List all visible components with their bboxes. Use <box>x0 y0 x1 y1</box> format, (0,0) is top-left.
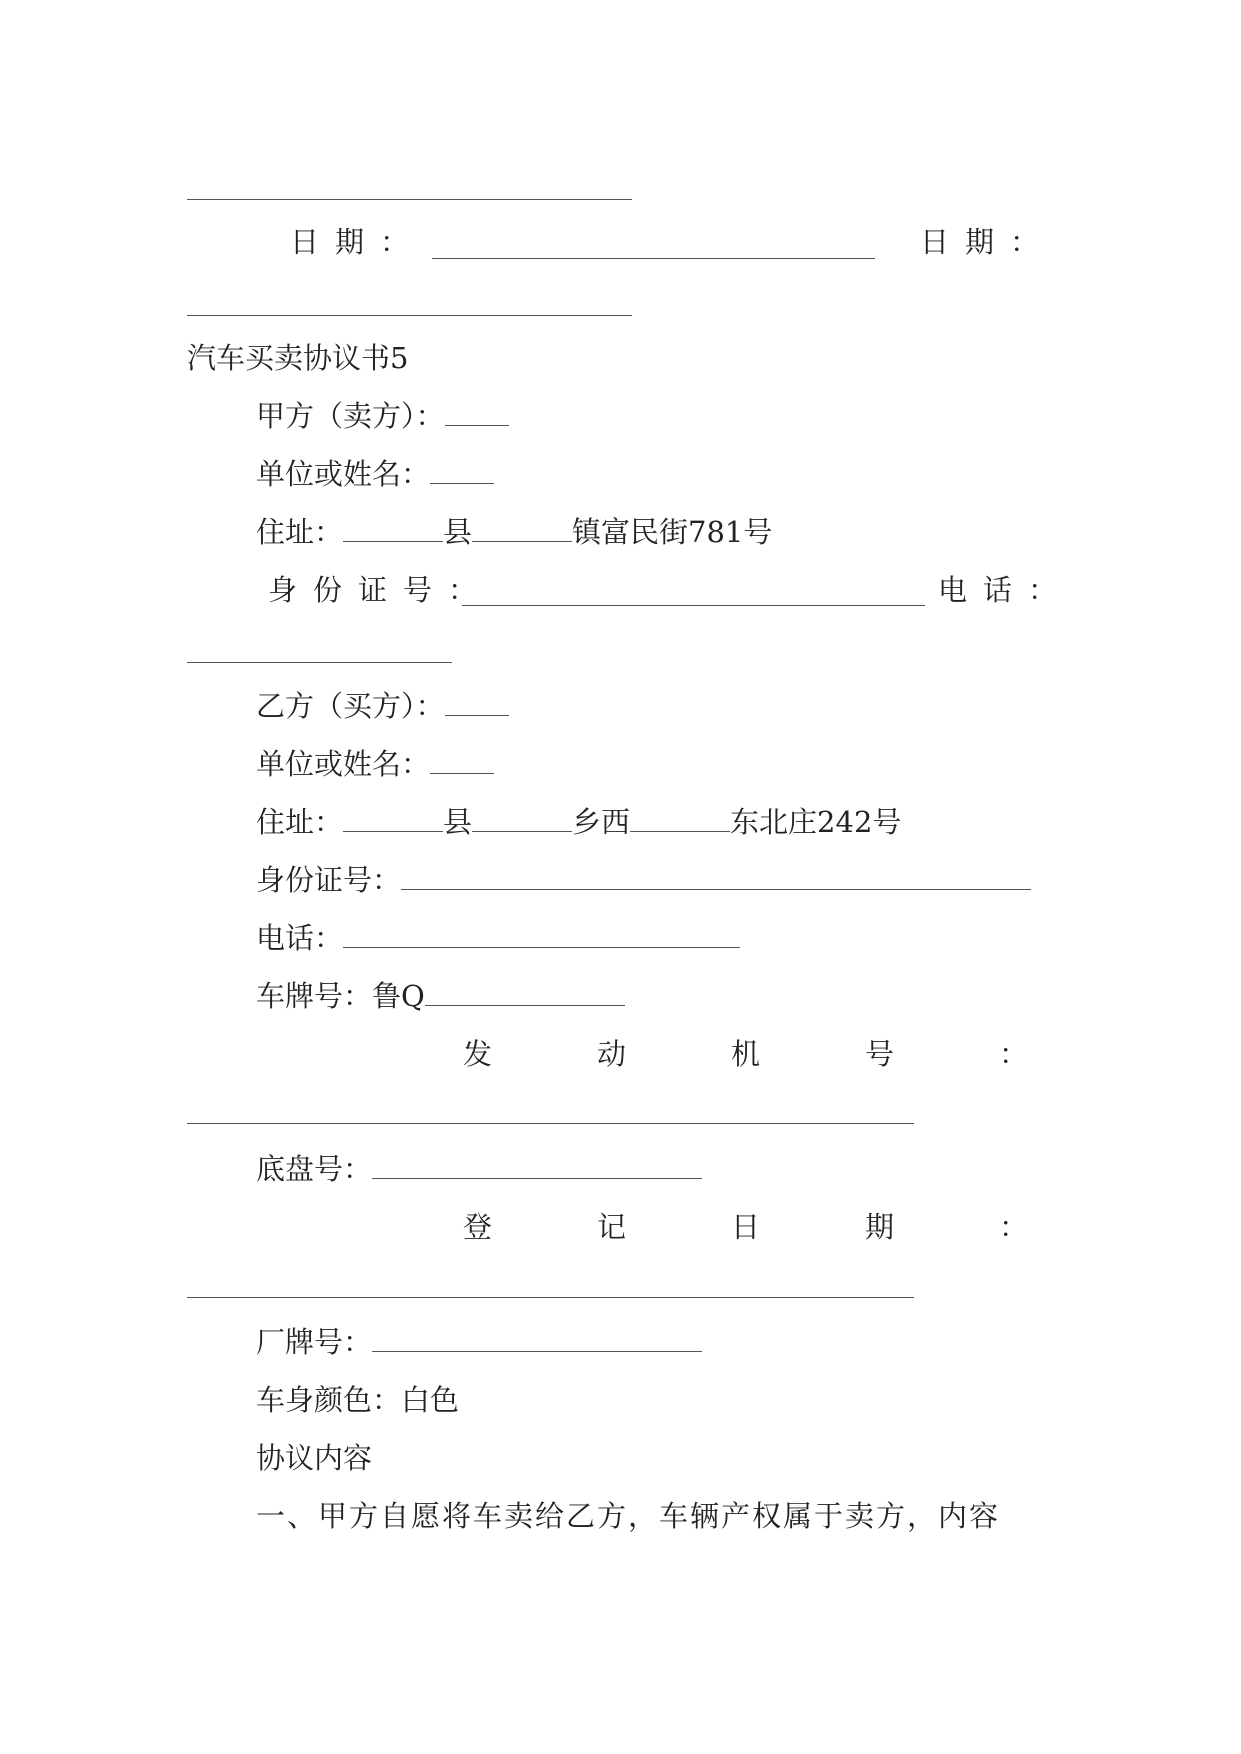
party-a-unit-label: 单位或姓名： <box>256 457 431 491</box>
party-b-id-label: 身份证号： <box>256 863 402 897</box>
party-b-address-rest: 东北庄242号 <box>730 805 902 839</box>
reg-char: 日 <box>730 1210 760 1244</box>
plate-label: 车牌号： <box>256 979 373 1013</box>
reg-char: ： <box>998 1210 1028 1244</box>
registration-date-blank <box>187 1297 914 1298</box>
party-a-address-county: 县 <box>443 515 473 549</box>
brand-blank <box>372 1351 702 1352</box>
date-label: 日期： <box>920 225 1056 259</box>
color-label: 车身颜色： <box>256 1383 402 1417</box>
plate-blank <box>425 1005 625 1006</box>
plate-prefix: 鲁Q <box>372 979 425 1013</box>
party-b-phone-label: 电话： <box>256 921 344 955</box>
engine-number-blank <box>187 1123 914 1124</box>
reg-char: 期 <box>864 1210 894 1244</box>
brand-label: 厂牌号： <box>256 1325 373 1359</box>
color-value: 白色 <box>401 1383 460 1417</box>
agreement-clause-1: 一、甲方自愿将车卖给乙方，车辆产权属于卖方，内容 <box>256 1499 1001 1533</box>
chassis-blank <box>372 1178 702 1179</box>
party-b-address-label: 住址： <box>256 805 344 839</box>
party-a-address-row <box>256 515 773 549</box>
date-blank <box>187 315 632 316</box>
party-a-address-label: 住址： <box>256 515 344 549</box>
address-blank <box>630 831 730 832</box>
signature-blank <box>187 199 632 200</box>
party-b-phone-row <box>256 921 740 955</box>
agreement-heading: 协议内容 <box>256 1441 373 1475</box>
party-a-label-row <box>256 399 509 433</box>
brand-row <box>256 1325 702 1359</box>
party-b-label: 乙方（买方）： <box>256 689 445 723</box>
plate-row <box>256 979 625 1013</box>
party-a-id-label: 身份证号： <box>268 573 494 607</box>
address-blank <box>472 541 572 542</box>
date-blank <box>432 258 875 259</box>
address-blank <box>472 831 572 832</box>
party-b-address-village: 乡西 <box>572 805 631 839</box>
party-a-phone-label: 电话： <box>938 573 1074 607</box>
party-b-blank <box>445 715 509 716</box>
reg-char: 记 <box>596 1210 626 1244</box>
engine-char: 号 <box>864 1037 894 1071</box>
engine-char: 发 <box>463 1037 493 1071</box>
party-a-label: 甲方（卖方）： <box>256 399 445 433</box>
address-blank <box>343 831 443 832</box>
party-a-phone-blank <box>187 662 452 663</box>
chassis-label: 底盘号： <box>256 1152 373 1186</box>
party-a-blank <box>445 425 509 426</box>
registration-date-label <box>463 1210 1028 1244</box>
engine-number-label <box>463 1037 1028 1071</box>
document-title: 汽车买卖协议书5 <box>187 341 409 375</box>
party-b-phone-blank <box>343 947 740 948</box>
engine-char: ： <box>998 1037 1028 1071</box>
address-blank <box>343 541 443 542</box>
date-label: 日期： <box>290 225 426 259</box>
party-b-label-row <box>256 689 509 723</box>
party-b-id-row <box>256 863 1031 897</box>
party-b-address-county: 县 <box>443 805 473 839</box>
party-b-id-blank <box>401 889 1031 890</box>
party-a-id-blank <box>462 605 925 606</box>
engine-char: 动 <box>596 1037 626 1071</box>
party-b-unit-blank <box>430 773 494 774</box>
color-row <box>256 1383 460 1417</box>
party-b-unit-row <box>256 747 494 781</box>
chassis-row <box>256 1152 702 1186</box>
party-b-address-row <box>256 805 902 839</box>
party-a-unit-row <box>256 457 494 491</box>
party-b-unit-label: 单位或姓名： <box>256 747 431 781</box>
party-a-address-street: 镇富民街781号 <box>572 515 773 549</box>
engine-char: 机 <box>730 1037 760 1071</box>
reg-char: 登 <box>463 1210 493 1244</box>
party-a-unit-blank <box>430 483 494 484</box>
